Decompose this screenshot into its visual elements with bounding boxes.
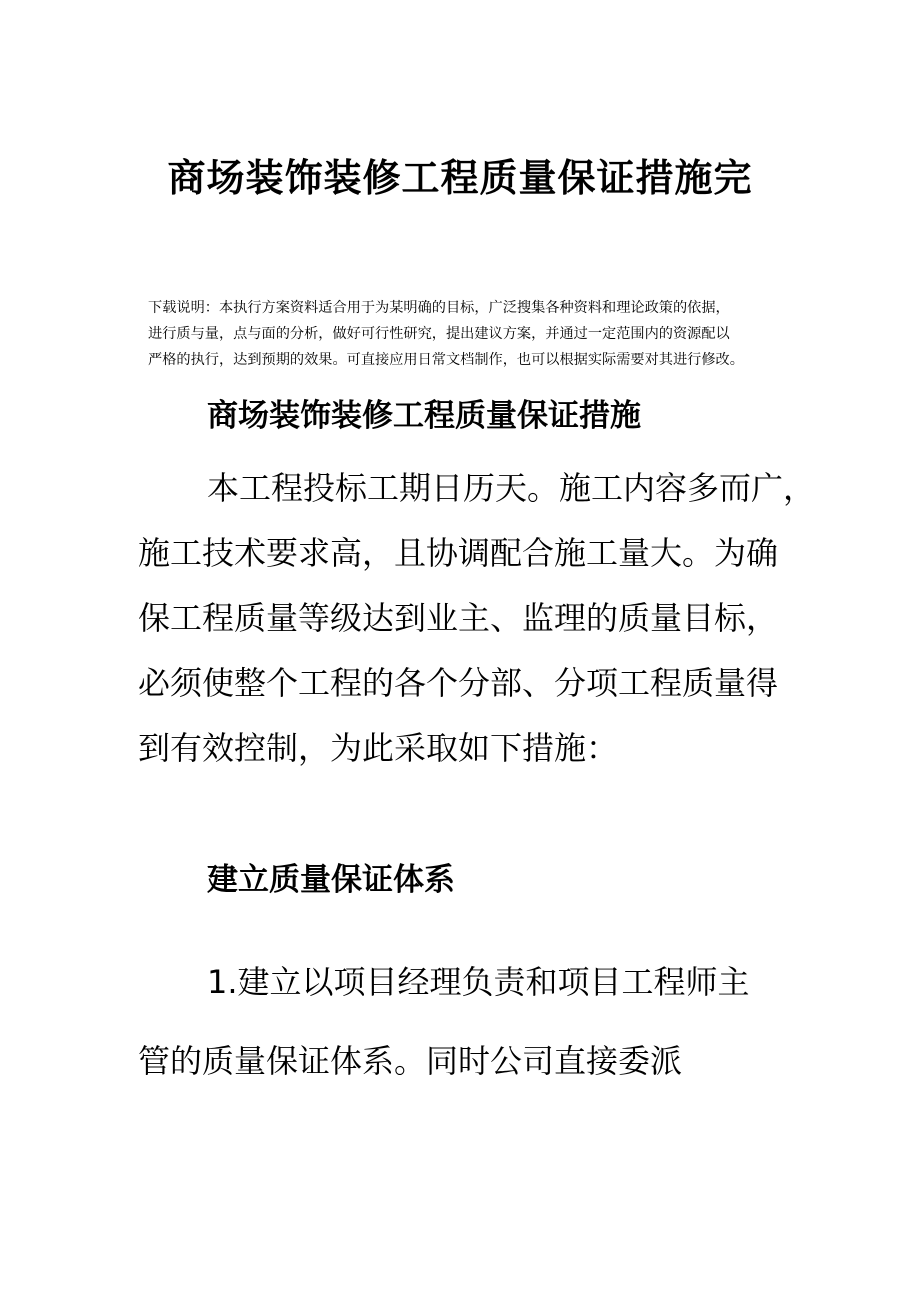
download-note-line: 严格的执行，达到预期的效果。可直接应用日常文档制作，也可以根据实际需要对其进行修改。: [148, 352, 744, 368]
download-note-line: 进行质与量，点与面的分析，做好可行性研究，提出建议方案，并通过一定范围内的资源配以: [148, 326, 730, 342]
document-subtitle: 商场装饰装修工程质量保证措施: [207, 398, 641, 434]
document-title: 商场装饰装修工程质量保证措施完: [167, 156, 753, 201]
intro-line: 本工程投标工期日历天。施工内容多而广，: [207, 469, 816, 507]
item-1-line: 管的质量保证体系。同时公司直接委派: [138, 1042, 683, 1080]
item-1-paragraph: [138, 943, 798, 1101]
intro-line: 保工程质量等级达到业主、监理的质量目标，: [138, 599, 779, 637]
section-heading: 建立质量保证体系: [207, 862, 455, 898]
intro-line: 必须使整个工程的各个分部、分项工程质量得: [138, 664, 779, 702]
item-1-line: 1.建立以项目经理负责和项目工程师主: [207, 963, 750, 1001]
intro-paragraph: [138, 456, 816, 781]
download-note: [148, 295, 796, 373]
intro-line: 到有效控制，为此采取如下措施：: [138, 729, 619, 767]
intro-line: 施工技术要求高，且协调配合施工量大。为确: [138, 534, 779, 572]
download-note-line: 下载说明：本执行方案资料适合用于为某明确的目标，广泛搜集各种资料和理论政策的依据，: [148, 300, 730, 316]
